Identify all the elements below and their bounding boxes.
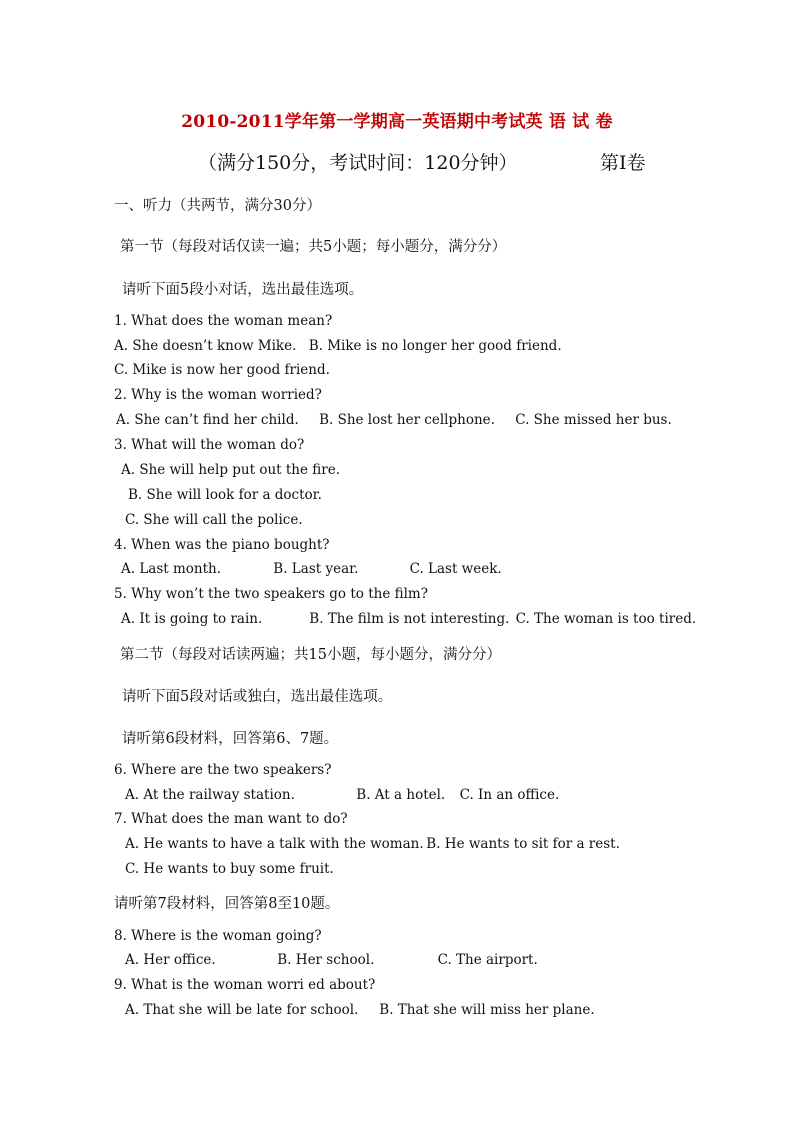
question-2-option-a: A. She can’t find her child. [116,412,299,428]
material-6-instruction: 请听第6段材料，回答第6、7题。 [122,731,339,747]
question-6-options [125,787,559,803]
question-6-option-c: C. In an office. [459,787,560,803]
question-1-option-c: C. Mike is now her good friend. [114,362,330,378]
question-7-option-a: A. He wants to have a talk with the woman. [125,836,424,852]
question-8-option-b: B. Her school. [277,952,375,968]
question-9: 9. What is the woman worri ed about? [114,977,376,993]
question-1-options [114,338,562,354]
question-5-option-c: C. The woman is too tired. [515,611,697,627]
question-4-option-b: B. Last year. [273,561,359,577]
question-3-option-c: C. She will call the police. [125,512,303,528]
volume-label: 第I卷 [600,152,646,174]
question-1-option-a: A. She doesn’t know Mike. [114,338,297,354]
question-6-option-a: A. At the railway station. [125,787,295,803]
question-2-options [116,412,672,428]
question-4: 4. When was the piano bought? [114,537,330,553]
question-4-option-a: A. Last month. [121,561,222,577]
exam-title: 2010-2011学年第一学期高一英语期中考试英 语 试 卷 [181,112,613,132]
question-2-option-b: B. She lost her cellphone. [319,412,495,428]
question-8-option-c: C. The airport. [437,952,538,968]
question-2: 2. Why is the woman worried? [114,387,322,403]
question-1: 1. What does the woman mean? [114,313,333,329]
section1-heading: 第一节（每段对话仅读一遍；共5小题；每小题分，满分分） [120,239,507,255]
question-7-option-b: B. He wants to sit for a rest. [426,836,620,852]
question-8-option-a: A. Her office. [125,952,216,968]
question-4-option-c: C. Last week. [409,561,502,577]
section2-heading: 第二节（每段对话读两遍；共15小题，每小题分，满分分） [120,647,501,663]
question-9-option-a: A. That she will be late for school. [125,1002,359,1018]
question-5: 5. Why won’t the two speakers go to the film? [114,586,428,602]
question-8: 8. Where is the woman going? [114,928,322,944]
part1-heading: 一、听力（共两节，满分30分） [114,198,321,214]
question-7-option-c: C. He wants to buy some fruit. [125,861,334,877]
question-2-option-c: C. She missed her bus. [515,412,672,428]
material-7-instruction: 请听第7段材料，回答第8至10题。 [114,896,340,912]
section1-instruction: 请听下面5段小对话，选出最佳选项。 [122,282,364,298]
question-6-option-b: B. At a hotel. [356,787,446,803]
question-3-option-b: B. She will look for a doctor. [128,487,322,503]
question-4-options [121,561,502,577]
question-5-option-b: B. The film is not interesting. [309,611,510,627]
question-6: 6. Where are the two speakers? [114,762,332,778]
question-8-options [125,952,538,968]
section2-instruction: 请听下面5段对话或独白，选出最佳选项。 [122,689,393,705]
question-3-option-a: A. She will help put out the fire. [121,462,341,478]
exam-subtitle: （满分150分，考试时间：120分钟） [198,152,518,174]
question-9-options [125,1002,595,1018]
question-5-options [121,611,696,627]
question-1-option-b: B. Mike is no longer her good friend. [308,338,562,354]
question-9-option-b: B. That she will miss her plane. [379,1002,595,1018]
question-5-option-a: A. It is going to rain. [121,611,263,627]
question-3: 3. What will the woman do? [114,437,305,453]
question-7-options [125,836,620,852]
question-7: 7. What does the man want to do? [114,811,348,827]
